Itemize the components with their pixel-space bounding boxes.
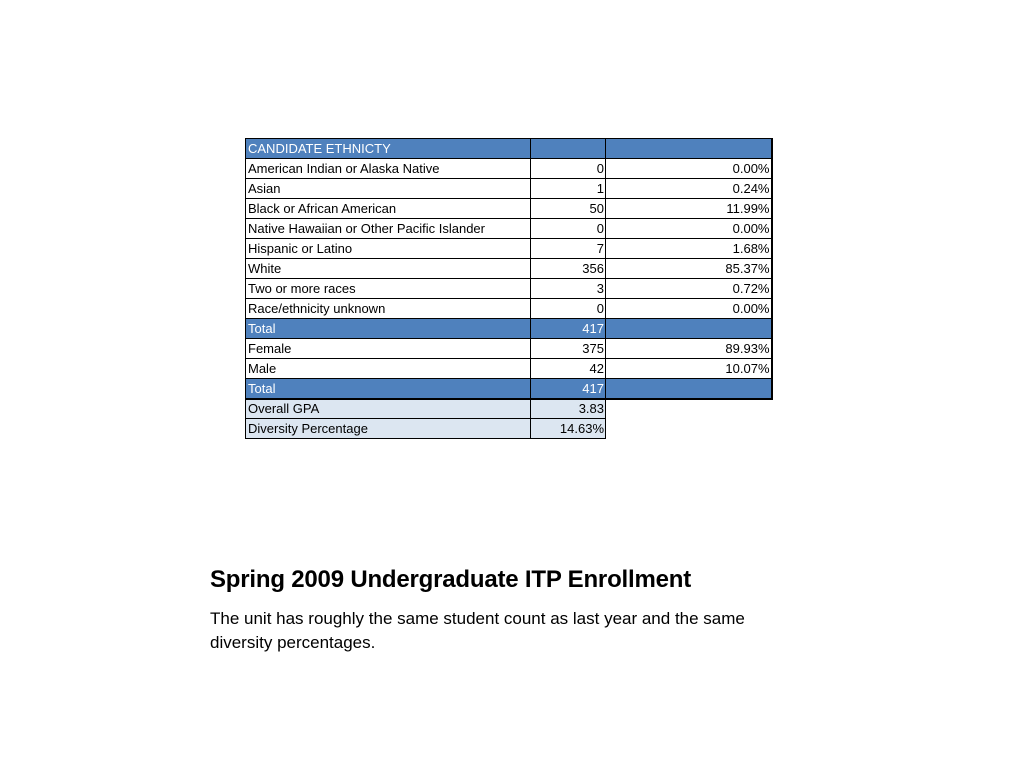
total-label: Total [246, 319, 531, 339]
table-row [246, 339, 772, 359]
row-percent: 1.68% [606, 239, 772, 259]
table-row [246, 299, 772, 319]
row-count: 356 [531, 259, 606, 279]
row-count: 42 [531, 359, 606, 379]
header-label: CANDIDATE ETHNICTY [246, 139, 531, 159]
table-row [246, 159, 772, 179]
row-percent: 85.37% [606, 259, 772, 279]
row-percent: 0.72% [606, 279, 772, 299]
row-label: Asian [246, 179, 531, 199]
row-count: 0 [531, 159, 606, 179]
row-percent: 0.00% [606, 159, 772, 179]
row-percent: 89.93% [606, 339, 772, 359]
table-row [246, 219, 772, 239]
total-percent-empty [606, 379, 772, 399]
row-label: Two or more races [246, 279, 531, 299]
table-row [246, 279, 772, 299]
table-header-row [246, 139, 772, 159]
row-percent: 10.07% [606, 359, 772, 379]
total-count: 417 [531, 319, 606, 339]
total-count: 417 [531, 379, 606, 399]
slide-body-text: The unit has roughly the same student count as last year and the same diversity percentages. [210, 609, 745, 652]
summary-value: 3.83 [531, 399, 606, 419]
row-count: 7 [531, 239, 606, 259]
row-label: American Indian or Alaska Native [246, 159, 531, 179]
row-percent: 0.00% [606, 299, 772, 319]
row-label: Female [246, 339, 531, 359]
gender-total-row [246, 379, 772, 399]
row-label: Race/ethnicity unknown [246, 299, 531, 319]
row-percent: 0.00% [606, 219, 772, 239]
header-percent [606, 139, 772, 159]
row-label: Native Hawaiian or Other Pacific Islander [246, 219, 531, 239]
row-count: 0 [531, 299, 606, 319]
ethnicity-total-row [246, 319, 772, 339]
row-label: Black or African American [246, 199, 531, 219]
row-count: 375 [531, 339, 606, 359]
summary-value: 14.63% [531, 419, 606, 439]
row-percent: 11.99% [606, 199, 772, 219]
row-count: 3 [531, 279, 606, 299]
enrollment-table [245, 138, 773, 439]
row-label: Hispanic or Latino [246, 239, 531, 259]
table-row [246, 359, 772, 379]
table-row [246, 259, 772, 279]
summary-row-gpa [246, 399, 772, 419]
header-count [531, 139, 606, 159]
summary-row-diversity [246, 419, 772, 439]
slide-title: Spring 2009 Undergraduate ITP Enrollment [210, 566, 692, 593]
row-label: White [246, 259, 531, 279]
row-percent: 0.24% [606, 179, 772, 199]
table-row [246, 199, 772, 219]
total-percent-empty [606, 319, 772, 339]
total-label: Total [246, 379, 531, 399]
row-count: 50 [531, 199, 606, 219]
row-label: Male [246, 359, 531, 379]
table-row [246, 239, 772, 259]
table-row [246, 179, 772, 199]
summary-label: Diversity Percentage [246, 419, 531, 439]
row-count: 0 [531, 219, 606, 239]
row-count: 1 [531, 179, 606, 199]
summary-label: Overall GPA [246, 399, 531, 419]
